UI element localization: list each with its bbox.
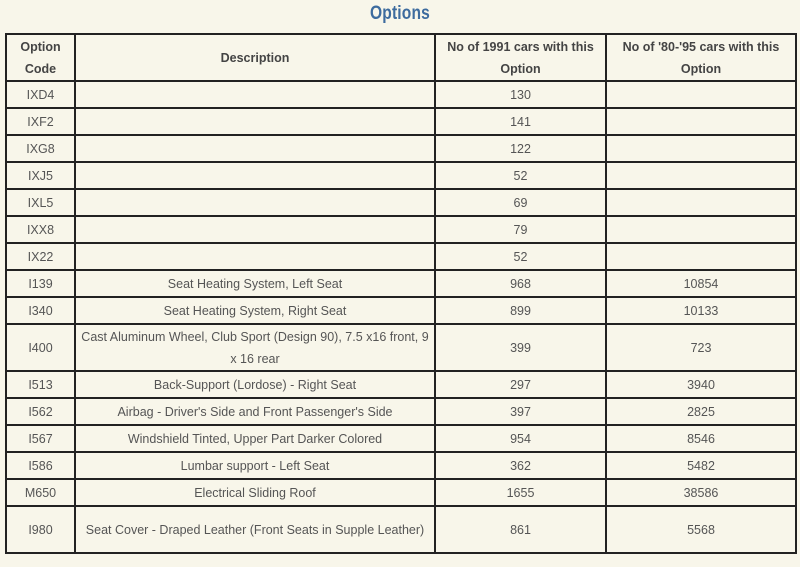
table-row: [6, 506, 796, 553]
table-row: [6, 398, 796, 425]
cell-1991-cars: 79: [435, 216, 606, 243]
cell-1991-cars: 1655: [435, 479, 606, 506]
table-row: [6, 371, 796, 398]
cell-1991-cars: 130: [435, 81, 606, 108]
cell-description: [75, 135, 435, 162]
cell-80-95-cars: [606, 135, 796, 162]
options-table: [5, 33, 797, 554]
table-row: [6, 243, 796, 270]
table-row: [6, 425, 796, 452]
cell-description: Seat Heating System, Left Seat: [75, 270, 435, 297]
cell-option-code: IXX8: [6, 216, 75, 243]
cell-80-95-cars: [606, 108, 796, 135]
cell-option-code: I586: [6, 452, 75, 479]
cell-80-95-cars: 723: [606, 324, 796, 371]
table-row: [6, 189, 796, 216]
cell-option-code: M650: [6, 479, 75, 506]
cell-option-code: I980: [6, 506, 75, 553]
cell-80-95-cars: 2825: [606, 398, 796, 425]
cell-1991-cars: 399: [435, 324, 606, 371]
cell-option-code: I139: [6, 270, 75, 297]
table-row: [6, 324, 796, 371]
cell-description: Seat Heating System, Right Seat: [75, 297, 435, 324]
table-row: [6, 270, 796, 297]
cell-1991-cars: 141: [435, 108, 606, 135]
cell-80-95-cars: [606, 162, 796, 189]
cell-1991-cars: 899: [435, 297, 606, 324]
cell-description: [75, 108, 435, 135]
cell-1991-cars: 362: [435, 452, 606, 479]
cell-description: Electrical Sliding Roof: [75, 479, 435, 506]
cell-description: Back-Support (Lordose) - Right Seat: [75, 371, 435, 398]
cell-80-95-cars: 5568: [606, 506, 796, 553]
cell-option-code: IXL5: [6, 189, 75, 216]
cell-option-code: I562: [6, 398, 75, 425]
cell-option-code: IXF2: [6, 108, 75, 135]
cell-80-95-cars: [606, 189, 796, 216]
cell-80-95-cars: [606, 216, 796, 243]
cell-option-code: I567: [6, 425, 75, 452]
cell-80-95-cars: [606, 81, 796, 108]
cell-80-95-cars: 10854: [606, 270, 796, 297]
cell-description: [75, 243, 435, 270]
cell-description: Cast Aluminum Wheel, Club Sport (Design 90), 7.5 x16 front, 9 x 16 rear: [75, 324, 435, 371]
cell-1991-cars: 968: [435, 270, 606, 297]
cell-80-95-cars: 5482: [606, 452, 796, 479]
table-row: [6, 479, 796, 506]
header-option-code: Option Code: [6, 34, 75, 81]
cell-option-code: IXD4: [6, 81, 75, 108]
header-80-95-cars: No of '80-'95 cars with this Option: [606, 34, 796, 81]
cell-option-code: I513: [6, 371, 75, 398]
cell-80-95-cars: 10133: [606, 297, 796, 324]
cell-description: Lumbar support - Left Seat: [75, 452, 435, 479]
header-1991-cars: No of 1991 cars with this Option: [435, 34, 606, 81]
cell-description: Airbag - Driver's Side and Front Passenger's Side: [75, 398, 435, 425]
cell-option-code: I340: [6, 297, 75, 324]
table-row: [6, 135, 796, 162]
cell-80-95-cars: [606, 243, 796, 270]
header-description: Description: [75, 34, 435, 81]
cell-option-code: IXJ5: [6, 162, 75, 189]
cell-1991-cars: 954: [435, 425, 606, 452]
cell-description: [75, 216, 435, 243]
cell-description: [75, 189, 435, 216]
cell-1991-cars: 297: [435, 371, 606, 398]
table-row: [6, 81, 796, 108]
table-row: [6, 162, 796, 189]
cell-80-95-cars: 8546: [606, 425, 796, 452]
cell-option-code: IX22: [6, 243, 75, 270]
page-title: Options: [369, 3, 430, 24]
table-header-row: [6, 34, 796, 81]
cell-description: Windshield Tinted, Upper Part Darker Colored: [75, 425, 435, 452]
table-row: [6, 216, 796, 243]
cell-description: [75, 81, 435, 108]
cell-1991-cars: 52: [435, 162, 606, 189]
cell-1991-cars: 52: [435, 243, 606, 270]
cell-1991-cars: 861: [435, 506, 606, 553]
cell-option-code: IXG8: [6, 135, 75, 162]
cell-80-95-cars: 3940: [606, 371, 796, 398]
cell-80-95-cars: 38586: [606, 479, 796, 506]
table-body: [6, 81, 796, 553]
cell-1991-cars: 397: [435, 398, 606, 425]
cell-option-code: I400: [6, 324, 75, 371]
table-row: [6, 452, 796, 479]
cell-1991-cars: 69: [435, 189, 606, 216]
table-row: [6, 297, 796, 324]
cell-1991-cars: 122: [435, 135, 606, 162]
table-row: [6, 108, 796, 135]
cell-description: [75, 162, 435, 189]
cell-description: Seat Cover - Draped Leather (Front Seats in Supple Leather): [75, 506, 435, 553]
